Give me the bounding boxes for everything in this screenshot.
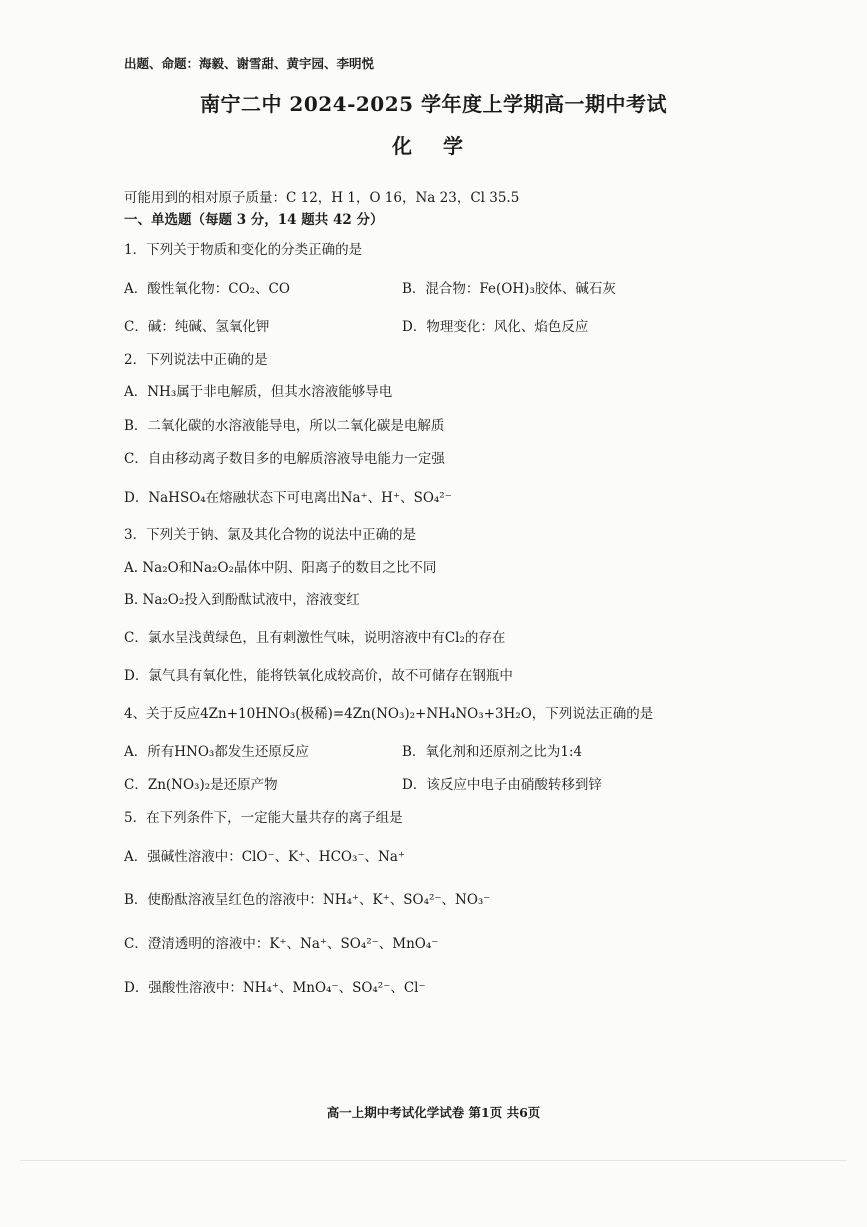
exam-title: 南宁二中 2024-2025 学年度上学期高一期中考试 <box>199 92 668 116</box>
atomic-masses: 可能用到的相对原子质量：C 12，H 1，O 16，Na 23，Cl 35.5 <box>124 190 520 206</box>
q4-option-c: C．Zn(NO₃)₂是还原产物 <box>124 777 278 793</box>
page-footer: 高一上期中考试化学试卷 第1页 共6页 <box>326 1105 541 1120</box>
q1-option-b: B．混合物：Fe(OH)₃胶体、碱石灰 <box>402 281 616 297</box>
q5-option-d: D．强酸性溶液中：NH₄⁺、MnO₄⁻、SO₄²⁻、Cl⁻ <box>124 980 426 996</box>
subject-title: 化 学 <box>392 134 475 158</box>
q4-option-b: B．氧化剂和还原剂之比为1:4 <box>402 744 583 760</box>
q1-option-c: C．碱：纯碱、氢氧化钾 <box>124 319 270 335</box>
authors-line: 出题、命题：海毅、谢雪甜、黄宇园、李明悦 <box>124 56 375 71</box>
q3-option-a: A. Na₂O和Na₂O₂晶体中阴、阳离子的数目之比不同 <box>124 560 437 576</box>
q2-stem: 2．下列说法中正确的是 <box>124 352 268 368</box>
q5-stem: 5．在下列条件下，一定能大量共存的离子组是 <box>124 810 403 826</box>
q5-option-a: A．强碱性溶液中：ClO⁻、K⁺、HCO₃⁻、Na⁺ <box>124 849 405 865</box>
q3-option-d: D．氯气具有氧化性，能将铁氧化成较高价，故不可储存在钢瓶中 <box>124 668 513 684</box>
q4-option-d: D．该反应中电子由硝酸转移到锌 <box>402 777 602 793</box>
q4-stem: 4、关于反应4Zn+10HNO₃(极稀)=4Zn(NO₃)₂+NH₄NO₃+3H₂O，下列说法正确的是 <box>124 706 654 722</box>
q1-option-a: A．酸性氧化物：CO₂、CO <box>124 281 290 297</box>
q2-option-b: B．二氧化碳的水溶液能导电，所以二氧化碳是电解质 <box>124 418 445 434</box>
q1-option-d: D．物理变化：风化、焰色反应 <box>402 319 589 335</box>
q1-stem: 1．下列关于物质和变化的分类正确的是 <box>124 242 363 258</box>
q3-option-c: C．氯水呈浅黄绿色，且有刺激性气味，说明溶液中有Cl₂的存在 <box>124 630 506 646</box>
q3-option-b: B. Na₂O₂投入到酚酞试液中，溶液变红 <box>124 592 360 608</box>
section-heading: 一、单选题（每题 3 分，14 题共 42 分） <box>124 212 384 228</box>
q5-option-b: B．使酚酞溶液呈红色的溶液中：NH₄⁺、K⁺、SO₄²⁻、NO₃⁻ <box>124 892 491 908</box>
scan-artifact-line <box>20 1160 847 1161</box>
q4-option-a: A．所有HNO₃都发生还原反应 <box>124 744 309 760</box>
q2-option-c: C．自由移动离子数目多的电解质溶液导电能力一定强 <box>124 451 445 467</box>
q5-option-c: C．澄清透明的溶液中：K⁺、Na⁺、SO₄²⁻、MnO₄⁻ <box>124 936 439 952</box>
q2-option-a: A．NH₃属于非电解质，但其水溶液能够导电 <box>124 384 393 400</box>
q3-stem: 3．下列关于钠、氯及其化合物的说法中正确的是 <box>124 527 417 543</box>
q2-option-d: D．NaHSO₄在熔融状态下可电离出Na⁺、H⁺、SO₄²⁻ <box>124 490 452 506</box>
